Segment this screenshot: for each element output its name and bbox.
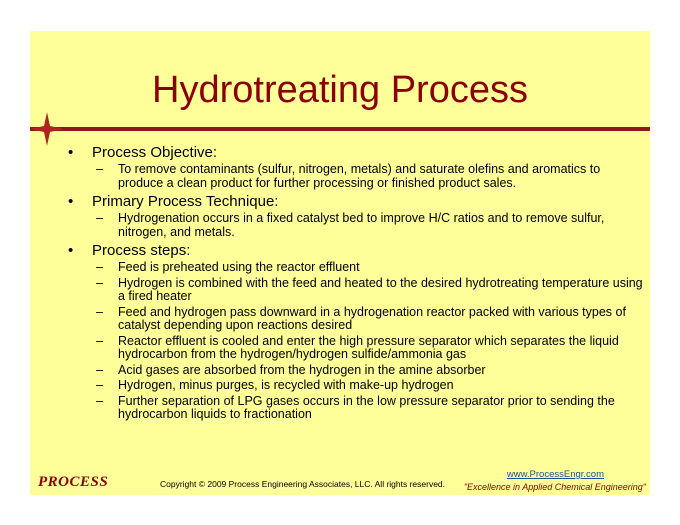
sub-bullet-list	[68, 212, 648, 239]
section-bullet	[68, 144, 648, 161]
sub-bullet-list	[68, 163, 648, 190]
sub-bullet-text: Reactor effluent is cooled and enter the high pressure separator which separates the liquid hydrocarbon from the hydrogen/hydrogen sulfide/ammonia gas	[118, 333, 619, 361]
bullet-icon: •	[68, 193, 74, 210]
section-heading: Primary Process Technique:	[92, 193, 279, 210]
section-bullet	[68, 242, 648, 259]
sub-bullet-text: Acid gases are absorbed from the hydrogen in the amine absorber	[118, 362, 486, 377]
sub-bullet-item	[68, 277, 648, 304]
sub-bullet-item	[68, 212, 648, 239]
dash-icon: –	[96, 304, 103, 319]
website-link[interactable]: www.ProcessEngr.com	[506, 469, 604, 480]
sub-bullet-item	[68, 306, 648, 333]
section-heading: Process steps:	[92, 242, 191, 259]
sub-bullet-item	[68, 379, 648, 393]
sub-bullet-text: Feed is preheated using the reactor effluent	[118, 260, 360, 274]
sub-bullet-item	[68, 395, 648, 422]
sub-bullet-list	[68, 261, 648, 422]
dash-icon: –	[96, 393, 103, 408]
dash-icon: –	[96, 378, 103, 392]
section-heading: Process Objective:	[92, 144, 218, 161]
slide	[30, 31, 650, 495]
process-logo: PROCESS	[38, 474, 109, 490]
slide-title: Hydrotreating Process	[152, 69, 528, 111]
sub-bullet-text: Feed and hydrogen pass downward in a hydrogenation reactor packed with various types of catalyst depending upon reactions desired	[118, 304, 626, 332]
sub-bullet-text: Further separation of LPG gases occurs in the low pressure separator prior to sending the hydrocarbon liquids to fractionation	[118, 393, 615, 421]
dash-icon: –	[96, 333, 103, 348]
four-point-star-icon	[30, 112, 64, 146]
slide-content	[68, 141, 648, 424]
sub-bullet-text: To remove contaminants (sulfur, nitrogen, metals) and saturate olefins and aromatics to produce a clean product for further processing or finished product sales.	[118, 162, 601, 190]
bullet-icon: •	[68, 242, 74, 259]
dash-icon: –	[96, 211, 103, 225]
company-tagline: "Excellence in Applied Chemical Engineering"	[463, 482, 646, 492]
sub-bullet-item	[68, 261, 648, 275]
dash-icon: –	[96, 260, 103, 274]
sub-bullet-item	[68, 163, 648, 190]
copyright-text: Copyright © 2009 Process Engineering Associates, LLC. All rights reserved.	[160, 479, 446, 489]
dash-icon: –	[96, 275, 103, 290]
sub-bullet-item	[68, 364, 648, 378]
sub-bullet-text: Hydrogen is combined with the feed and heated to the desired hydrotreating temperature using a fired heater	[118, 275, 643, 303]
sub-bullet-item	[68, 335, 648, 362]
title-rule	[30, 127, 650, 131]
section-bullet	[68, 193, 648, 210]
dash-icon: –	[96, 162, 103, 176]
sub-bullet-text: Hydrogenation occurs in a fixed catalyst bed to improve H/C ratios and to remove sulfur, nitrogen, and metals.	[118, 211, 605, 239]
bullet-icon: •	[68, 144, 74, 161]
dash-icon: –	[96, 362, 103, 377]
sub-bullet-text: Hydrogen, minus purges, is recycled with make-up hydrogen	[118, 378, 454, 392]
